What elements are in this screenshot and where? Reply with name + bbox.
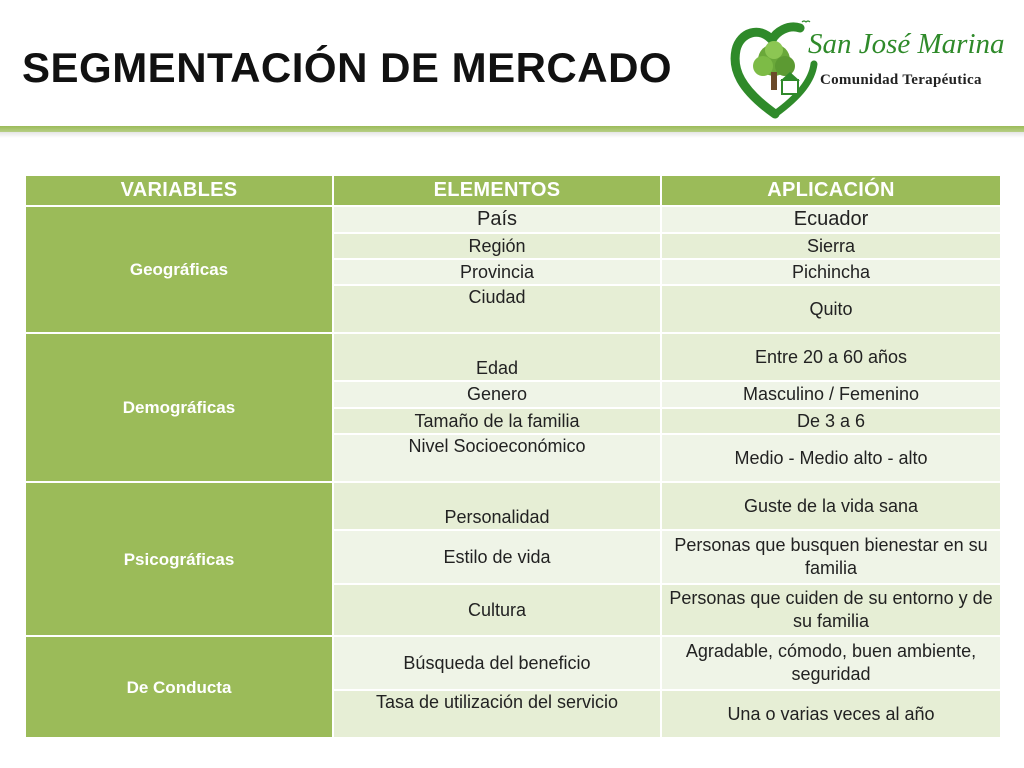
brand-logo <box>730 14 1020 120</box>
logo-subtitle: Comunidad Terapéutica <box>820 72 982 88</box>
table-row <box>25 482 1001 530</box>
table-row <box>25 206 1001 233</box>
table-row <box>25 333 1001 381</box>
slide-header <box>0 0 1024 128</box>
elemento-cell: Tamaño de la familia <box>333 408 661 434</box>
elemento-cell: Región <box>333 233 661 259</box>
aplicacion-cell: Entre 20 a 60 años <box>661 333 1001 381</box>
aplicacion-cell: Pichincha <box>661 259 1001 285</box>
column-header-elementos: ELEMENTOS <box>333 175 661 206</box>
aplicacion-cell: De 3 a 6 <box>661 408 1001 434</box>
aplicacion-cell: Guste de la vida sana <box>661 482 1001 530</box>
elemento-cell: Estilo de vida <box>333 530 661 584</box>
elemento-cell: Cultura <box>333 584 661 636</box>
table-row <box>25 636 1001 690</box>
aplicacion-cell: Personas que busquen bienestar en su familia <box>661 530 1001 584</box>
column-header-variables: VARIABLES <box>25 175 333 206</box>
variable-cell: Demográficas <box>25 333 333 482</box>
segmentation-table <box>24 174 1002 739</box>
elemento-cell: Búsqueda del beneficio <box>333 636 661 690</box>
column-header-aplicacion: APLICACIÓN <box>661 175 1001 206</box>
slide-title: SEGMENTACIÓN DE MERCADO <box>22 44 673 91</box>
header-divider-shadow <box>0 132 1024 138</box>
aplicacion-cell: Una o varias veces al año <box>661 690 1001 738</box>
elemento-cell: Nivel Socioeconómico <box>333 434 661 482</box>
aplicacion-cell: Personas que cuiden de su entorno y de su familia <box>661 584 1001 636</box>
aplicacion-cell: Sierra <box>661 233 1001 259</box>
elemento-cell: Genero <box>333 381 661 408</box>
elemento-cell: País <box>333 206 661 233</box>
aplicacion-cell: Masculino / Femenino <box>661 381 1001 408</box>
aplicacion-cell: Medio - Medio alto - alto <box>661 434 1001 482</box>
aplicacion-cell: Ecuador <box>661 206 1001 233</box>
elemento-cell: Ciudad <box>333 285 661 333</box>
table-header-row <box>25 175 1001 206</box>
variable-cell: Geográficas <box>25 206 333 333</box>
heart-tree-logo-icon <box>730 14 820 120</box>
logo-brand-name: San José Marina <box>808 28 1005 60</box>
elemento-cell: Personalidad <box>333 482 661 530</box>
elemento-cell: Edad <box>333 333 661 381</box>
variable-cell: De Conducta <box>25 636 333 738</box>
elemento-cell: Provincia <box>333 259 661 285</box>
variable-cell: Psicográficas <box>25 482 333 636</box>
elemento-cell: Tasa de utilización del servicio <box>333 690 661 738</box>
aplicacion-cell: Agradable, cómodo, buen ambiente, seguridad <box>661 636 1001 690</box>
aplicacion-cell: Quito <box>661 285 1001 333</box>
